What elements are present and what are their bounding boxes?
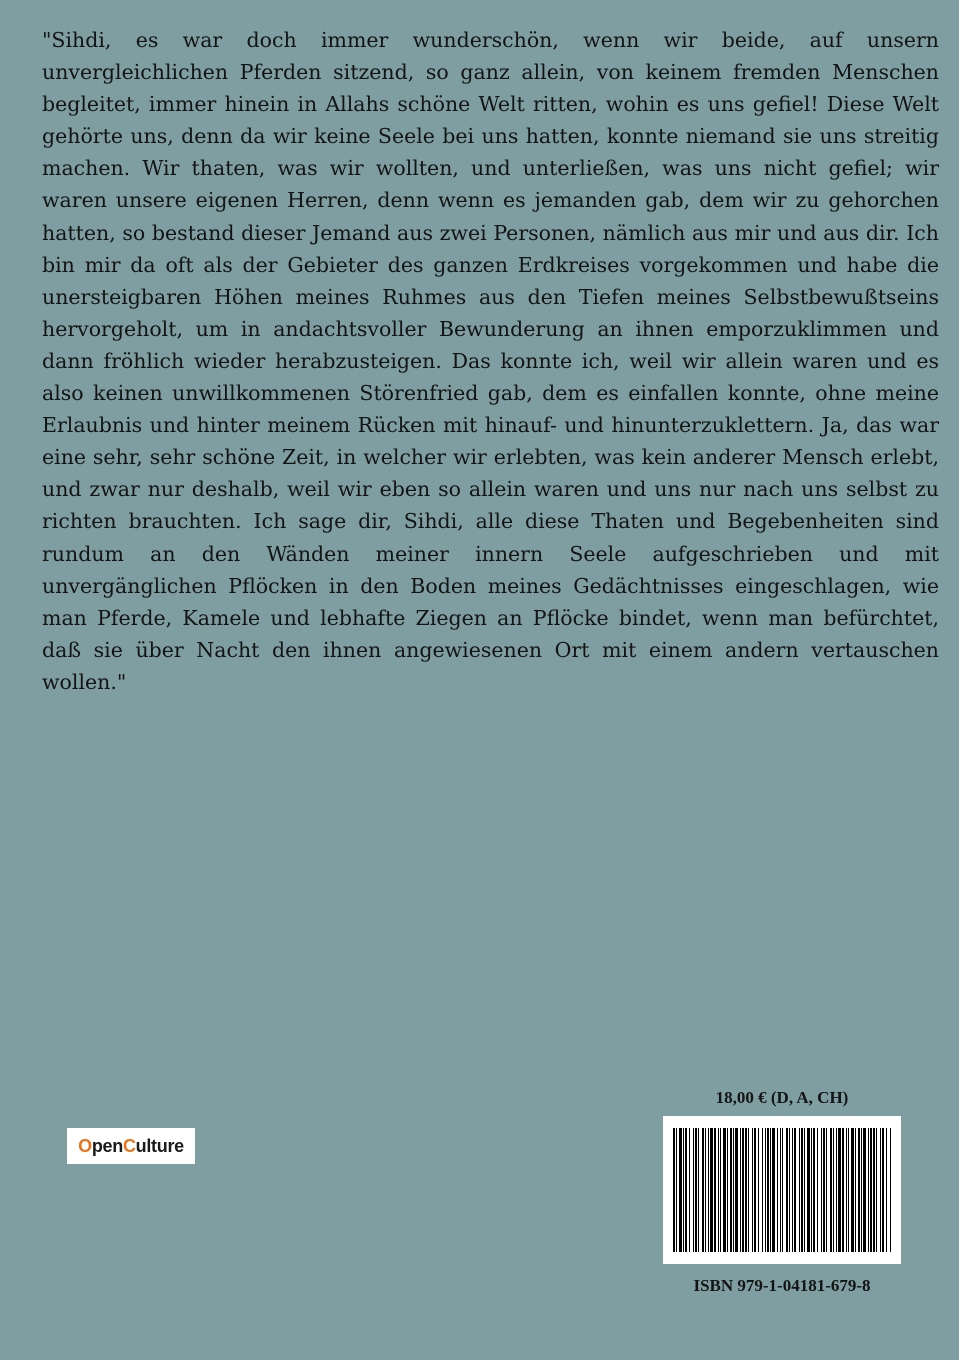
barcode-bar — [870, 1128, 872, 1252]
barcode-bar — [730, 1128, 732, 1252]
barcode-bar — [754, 1128, 756, 1252]
barcode-bar — [673, 1128, 675, 1252]
barcode-bar — [792, 1128, 793, 1252]
barcode-bar — [758, 1128, 759, 1252]
barcode-bar — [882, 1128, 884, 1252]
barcode-bar — [855, 1128, 856, 1252]
barcode-bar — [858, 1128, 860, 1252]
barcode-bar — [789, 1128, 790, 1252]
barcode-bar — [689, 1128, 690, 1252]
barcode-bar — [777, 1128, 778, 1252]
barcode-bar — [695, 1128, 697, 1252]
barcode-bar — [830, 1128, 832, 1252]
barcode-bar — [811, 1128, 812, 1252]
barcode-bar — [846, 1128, 847, 1252]
barcode — [663, 1116, 901, 1264]
barcode-bar — [801, 1128, 803, 1252]
barcode-bar — [804, 1128, 805, 1252]
barcode-bar — [786, 1128, 788, 1252]
barcode-bar — [770, 1128, 771, 1252]
barcode-bar — [752, 1128, 753, 1252]
barcode-bar — [708, 1128, 709, 1252]
barcode-bar — [693, 1128, 694, 1252]
barcode-bar — [762, 1128, 763, 1252]
barcode-bar — [683, 1128, 684, 1252]
barcode-bar — [720, 1128, 721, 1252]
barcode-bar — [714, 1128, 716, 1252]
barcode-bar — [710, 1128, 713, 1252]
barcode-bar — [868, 1128, 869, 1252]
barcode-bar — [880, 1128, 881, 1252]
barcode-bar — [863, 1128, 866, 1252]
barcode-bar — [745, 1128, 747, 1252]
barcode-bar — [836, 1128, 837, 1252]
barcode-bar — [842, 1128, 844, 1252]
barcode-bar — [821, 1128, 822, 1252]
barcode-bar — [679, 1128, 682, 1252]
barcode-bar — [838, 1128, 841, 1252]
barcode-bar — [799, 1128, 800, 1252]
barcode-bar — [817, 1128, 818, 1252]
barcode-bar — [685, 1128, 687, 1252]
barcode-bar — [735, 1128, 738, 1252]
barcode-bar — [767, 1128, 769, 1252]
publisher-logo: O pen C ulture — [67, 1128, 195, 1164]
barcode-bar — [702, 1128, 704, 1252]
barcode-bar — [848, 1128, 849, 1252]
barcode-bar — [861, 1128, 862, 1252]
barcode-bar — [765, 1128, 766, 1252]
barcode-bar — [698, 1128, 699, 1252]
barcode-bar — [807, 1128, 810, 1252]
isbn-label: ISBN 979-1-04181-679-8 — [693, 1276, 871, 1295]
barcode-bar — [772, 1128, 775, 1252]
barcode-bar — [718, 1128, 719, 1252]
barcode-bar — [727, 1128, 728, 1252]
barcode-bars — [673, 1128, 891, 1252]
barcode-bar — [676, 1128, 677, 1252]
barcode-bar — [876, 1128, 877, 1252]
barcode-bar — [705, 1128, 706, 1252]
barcode-bar — [794, 1128, 796, 1252]
barcode-bar — [833, 1128, 834, 1252]
barcode-bar — [740, 1128, 741, 1252]
barcode-bar — [873, 1128, 875, 1252]
barcode-bar — [890, 1128, 891, 1252]
barcode-bar — [733, 1128, 734, 1252]
barcode-bar — [742, 1128, 744, 1252]
price-label: 18,00 € (D, A, CH) — [715, 1088, 849, 1107]
barcode-bar — [813, 1128, 815, 1252]
barcode-bar — [780, 1128, 781, 1252]
barcode-bar — [782, 1128, 783, 1252]
barcode-bar — [723, 1128, 726, 1252]
back-cover-quote: "Sihdi, es war doch immer wunderschön, wenn wir beide, auf unsern unvergleichlichen Pferden sitzend, so ganz allein, von keinem fremden Menschen begleitet, immer hinein in Allahs schöne Welt ritten, wohin es uns gefiel! Diese Welt gehörte uns, denn da wir keine Seele bei uns hatten, konnte niemand sie uns streitig machen. Wir thaten, was wir wollten, und unterließen, was uns nicht gefiel; wir waren unsere eigenen Herren, denn wenn es jemanden gab, dem wir zu gehorchen hatten, so bestand dieser Jemand aus zwei Personen, nämlich aus mir und aus dir. Ich bin mir da oft als der Gebieter des ganzen Erdkreises vorgekommen und habe die unersteigbaren Höhen meines Ruhmes aus den Tiefen meines Selbstbewußtseins hervorgeholt, um in andachtsvoller Bewunderung an ihnen emporzuklimmen und dann fröhlich wieder herabzusteigen. Das konnte ich, weil wir allein waren und es also keinen unwillkommenen Störenfried gab, dem es einfallen konnte, ohne meine Erlaubnis und hinter meinem Rücken mit hinauf- und hinunterzuklettern. Ja, das war eine sehr, sehr schöne Zeit, in welcher wir erlebten, was kein anderer Mensch erlebt, und zwar nur deshalb, weil wir eben so allein waren und uns nur nach uns selbst zu richten brauchten. Ich sage dir, Sihdi, alle diese Thaten und Begebenheiten sind rundum an den Wänden meiner innern Seele aufgeschrieben und mit unvergänglichen Pflöcken in den Boden meines Gedächtnisses eingeschlagen, wie man Pferde, Kamele und lebhafte Ziegen an Pflöcke bindet, wenn man befürchtet, daß sie über Nacht den ihnen angewiesenen Ort mit einem andern vertauschen wollen." — [42, 28, 939, 694]
barcode-bar — [826, 1128, 827, 1252]
barcode-bar — [823, 1128, 825, 1252]
barcode-bar — [851, 1128, 854, 1252]
barcode-bar — [748, 1128, 749, 1252]
barcode-bar — [886, 1128, 887, 1252]
